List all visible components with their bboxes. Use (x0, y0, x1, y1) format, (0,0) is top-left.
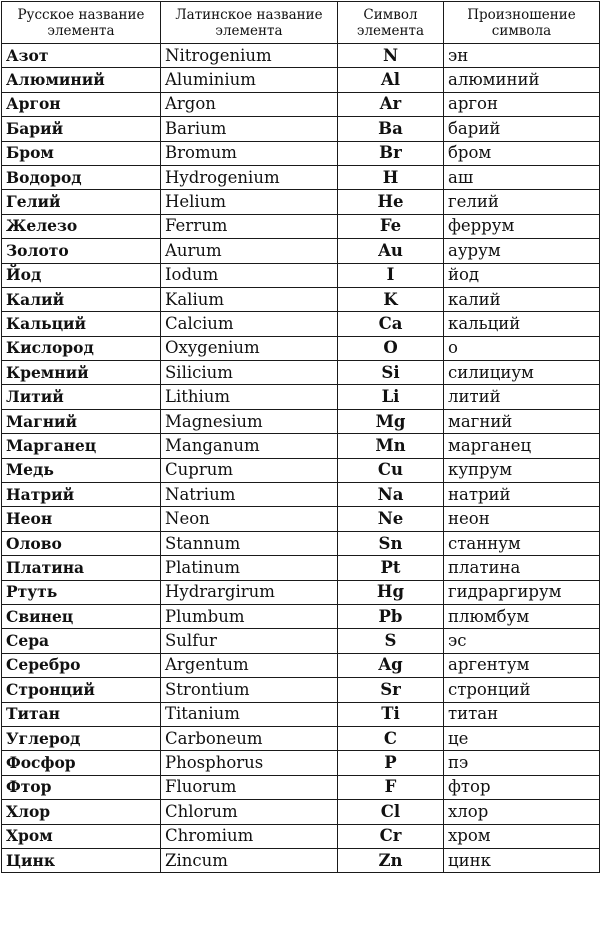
ru-name-cell: Хром (2, 824, 161, 848)
symbol-cell: Zn (338, 848, 444, 872)
pronunciation-cell: пэ (444, 751, 600, 775)
symbol-cell: Br (338, 141, 444, 165)
pronunciation-cell: литий (444, 385, 600, 409)
table-row (2, 141, 600, 165)
lat-name-cell: Argentum (161, 653, 338, 677)
table-row (2, 653, 600, 677)
header-symbol (338, 2, 444, 44)
lat-name-cell: Oxygenium (161, 336, 338, 360)
pronunciation-cell: купрум (444, 458, 600, 482)
table-row (2, 92, 600, 116)
lat-name-cell: Natrium (161, 483, 338, 507)
table-row (2, 629, 600, 653)
header-ru-name-line2: элемента (47, 22, 115, 39)
table-row (2, 604, 600, 628)
table-row (2, 68, 600, 92)
table-row (2, 165, 600, 189)
ru-name-cell: Кислород (2, 336, 161, 360)
lat-name-cell: Magnesium (161, 409, 338, 433)
header-lat-name-line2: элемента (215, 22, 283, 39)
lat-name-cell: Stannum (161, 531, 338, 555)
symbol-cell: Al (338, 68, 444, 92)
table-row (2, 702, 600, 726)
ru-name-cell: Золото (2, 239, 161, 263)
symbol-cell: Fe (338, 214, 444, 238)
pronunciation-cell: стронций (444, 678, 600, 702)
symbol-cell: H (338, 165, 444, 189)
pronunciation-cell: аргон (444, 92, 600, 116)
ru-name-cell: Медь (2, 458, 161, 482)
lat-name-cell: Phosphorus (161, 751, 338, 775)
pronunciation-cell: аш (444, 165, 600, 189)
lat-name-cell: Aurum (161, 239, 338, 263)
pronunciation-cell: бром (444, 141, 600, 165)
symbol-cell: Cr (338, 824, 444, 848)
ru-name-cell: Йод (2, 263, 161, 287)
pronunciation-cell: барий (444, 117, 600, 141)
pronunciation-cell: марганец (444, 434, 600, 458)
lat-name-cell: Neon (161, 507, 338, 531)
ru-name-cell: Кремний (2, 361, 161, 385)
symbol-cell: He (338, 190, 444, 214)
ru-name-cell: Титан (2, 702, 161, 726)
ru-name-cell: Фтор (2, 775, 161, 799)
table-row (2, 531, 600, 555)
ru-name-cell: Сера (2, 629, 161, 653)
pronunciation-cell: плюмбум (444, 604, 600, 628)
symbol-cell: F (338, 775, 444, 799)
ru-name-cell: Цинк (2, 848, 161, 872)
ru-name-cell: Свинец (2, 604, 161, 628)
symbol-cell: Au (338, 239, 444, 263)
ru-name-cell: Кальций (2, 312, 161, 336)
pronunciation-cell: фтор (444, 775, 600, 799)
ru-name-cell: Углерод (2, 726, 161, 750)
pronunciation-cell: о (444, 336, 600, 360)
symbol-cell: Pt (338, 556, 444, 580)
symbol-cell: Li (338, 385, 444, 409)
symbol-cell: Ag (338, 653, 444, 677)
pronunciation-cell: феррум (444, 214, 600, 238)
table-row (2, 751, 600, 775)
pronunciation-cell: йод (444, 263, 600, 287)
symbol-cell: Cl (338, 800, 444, 824)
lat-name-cell: Bromum (161, 141, 338, 165)
elements-table (1, 1, 600, 873)
ru-name-cell: Марганец (2, 434, 161, 458)
ru-name-cell: Хлор (2, 800, 161, 824)
table-row (2, 239, 600, 263)
symbol-cell: Ne (338, 507, 444, 531)
lat-name-cell: Cuprum (161, 458, 338, 482)
symbol-cell: Ba (338, 117, 444, 141)
table-header (2, 2, 600, 44)
pronunciation-cell: аргентум (444, 653, 600, 677)
ru-name-cell: Платина (2, 556, 161, 580)
table-row (2, 361, 600, 385)
pronunciation-cell: цинк (444, 848, 600, 872)
lat-name-cell: Iodum (161, 263, 338, 287)
table-row (2, 117, 600, 141)
table-row (2, 726, 600, 750)
ru-name-cell: Олово (2, 531, 161, 555)
symbol-cell: Sn (338, 531, 444, 555)
lat-name-cell: Helium (161, 190, 338, 214)
pronunciation-cell: неон (444, 507, 600, 531)
header-row (2, 2, 600, 44)
symbol-cell: Cu (338, 458, 444, 482)
symbol-cell: Pb (338, 604, 444, 628)
symbol-cell: Si (338, 361, 444, 385)
pronunciation-cell: силициум (444, 361, 600, 385)
symbol-cell: K (338, 287, 444, 311)
table-row (2, 434, 600, 458)
header-pronunciation (444, 2, 600, 44)
lat-name-cell: Manganum (161, 434, 338, 458)
lat-name-cell: Barium (161, 117, 338, 141)
lat-name-cell: Kalium (161, 287, 338, 311)
lat-name-cell: Plumbum (161, 604, 338, 628)
ru-name-cell: Гелий (2, 190, 161, 214)
symbol-cell: N (338, 44, 444, 68)
ru-name-cell: Водород (2, 165, 161, 189)
pronunciation-cell: титан (444, 702, 600, 726)
lat-name-cell: Lithium (161, 385, 338, 409)
ru-name-cell: Азот (2, 44, 161, 68)
table-row (2, 800, 600, 824)
symbol-cell: Sr (338, 678, 444, 702)
ru-name-cell: Фосфор (2, 751, 161, 775)
lat-name-cell: Zincum (161, 848, 338, 872)
ru-name-cell: Барий (2, 117, 161, 141)
table-row (2, 214, 600, 238)
ru-name-cell: Железо (2, 214, 161, 238)
lat-name-cell: Argon (161, 92, 338, 116)
pronunciation-cell: кальций (444, 312, 600, 336)
lat-name-cell: Titanium (161, 702, 338, 726)
pronunciation-cell: це (444, 726, 600, 750)
ru-name-cell: Магний (2, 409, 161, 433)
pronunciation-cell: магний (444, 409, 600, 433)
table-row (2, 409, 600, 433)
table-row (2, 678, 600, 702)
pronunciation-cell: платина (444, 556, 600, 580)
table-row (2, 312, 600, 336)
symbol-cell: Mn (338, 434, 444, 458)
ru-name-cell: Ртуть (2, 580, 161, 604)
pronunciation-cell: хром (444, 824, 600, 848)
table-row (2, 263, 600, 287)
ru-name-cell: Алюминий (2, 68, 161, 92)
lat-name-cell: Chlorum (161, 800, 338, 824)
ru-name-cell: Неон (2, 507, 161, 531)
table-row (2, 848, 600, 872)
lat-name-cell: Platinum (161, 556, 338, 580)
pronunciation-cell: аурум (444, 239, 600, 263)
header-ru-name-line1: Русское название (17, 6, 145, 23)
symbol-cell: O (338, 336, 444, 360)
lat-name-cell: Sulfur (161, 629, 338, 653)
pronunciation-cell: алюминий (444, 68, 600, 92)
table-row (2, 287, 600, 311)
header-pronunciation-line1: Произношение (467, 6, 576, 23)
pronunciation-cell: калий (444, 287, 600, 311)
table-row (2, 190, 600, 214)
table-row (2, 458, 600, 482)
table-row (2, 507, 600, 531)
table-row (2, 580, 600, 604)
ru-name-cell: Стронций (2, 678, 161, 702)
pronunciation-cell: натрий (444, 483, 600, 507)
symbol-cell: Ar (338, 92, 444, 116)
lat-name-cell: Fluorum (161, 775, 338, 799)
lat-name-cell: Calcium (161, 312, 338, 336)
ru-name-cell: Бром (2, 141, 161, 165)
symbol-cell: Ca (338, 312, 444, 336)
header-lat-name (161, 2, 338, 44)
lat-name-cell: Hydrargirum (161, 580, 338, 604)
lat-name-cell: Aluminium (161, 68, 338, 92)
table-row (2, 385, 600, 409)
symbol-cell: P (338, 751, 444, 775)
symbol-cell: S (338, 629, 444, 653)
header-lat-name-line1: Латинское название (175, 6, 323, 23)
ru-name-cell: Литий (2, 385, 161, 409)
lat-name-cell: Chromium (161, 824, 338, 848)
symbol-cell: Hg (338, 580, 444, 604)
pronunciation-cell: эс (444, 629, 600, 653)
symbol-cell: Na (338, 483, 444, 507)
table-row (2, 44, 600, 68)
table-row (2, 775, 600, 799)
header-symbol-line2: элемента (356, 22, 425, 39)
header-symbol-line1: Символ (363, 6, 418, 23)
symbol-cell: C (338, 726, 444, 750)
ru-name-cell: Серебро (2, 653, 161, 677)
table-row (2, 556, 600, 580)
table-body (2, 44, 600, 873)
table-row (2, 824, 600, 848)
table-row (2, 483, 600, 507)
pronunciation-cell: хлор (444, 800, 600, 824)
pronunciation-cell: гидраргирум (444, 580, 600, 604)
lat-name-cell: Hydrogenium (161, 165, 338, 189)
lat-name-cell: Carboneum (161, 726, 338, 750)
pronunciation-cell: эн (444, 44, 600, 68)
lat-name-cell: Ferrum (161, 214, 338, 238)
lat-name-cell: Strontium (161, 678, 338, 702)
lat-name-cell: Silicium (161, 361, 338, 385)
symbol-cell: Ti (338, 702, 444, 726)
symbol-cell: I (338, 263, 444, 287)
symbol-cell: Mg (338, 409, 444, 433)
ru-name-cell: Аргон (2, 92, 161, 116)
lat-name-cell: Nitrogenium (161, 44, 338, 68)
pronunciation-cell: станнум (444, 531, 600, 555)
ru-name-cell: Калий (2, 287, 161, 311)
table-row (2, 336, 600, 360)
ru-name-cell: Натрий (2, 483, 161, 507)
header-pronunciation-line2: символа (491, 22, 552, 39)
pronunciation-cell: гелий (444, 190, 600, 214)
header-ru-name (2, 2, 161, 44)
